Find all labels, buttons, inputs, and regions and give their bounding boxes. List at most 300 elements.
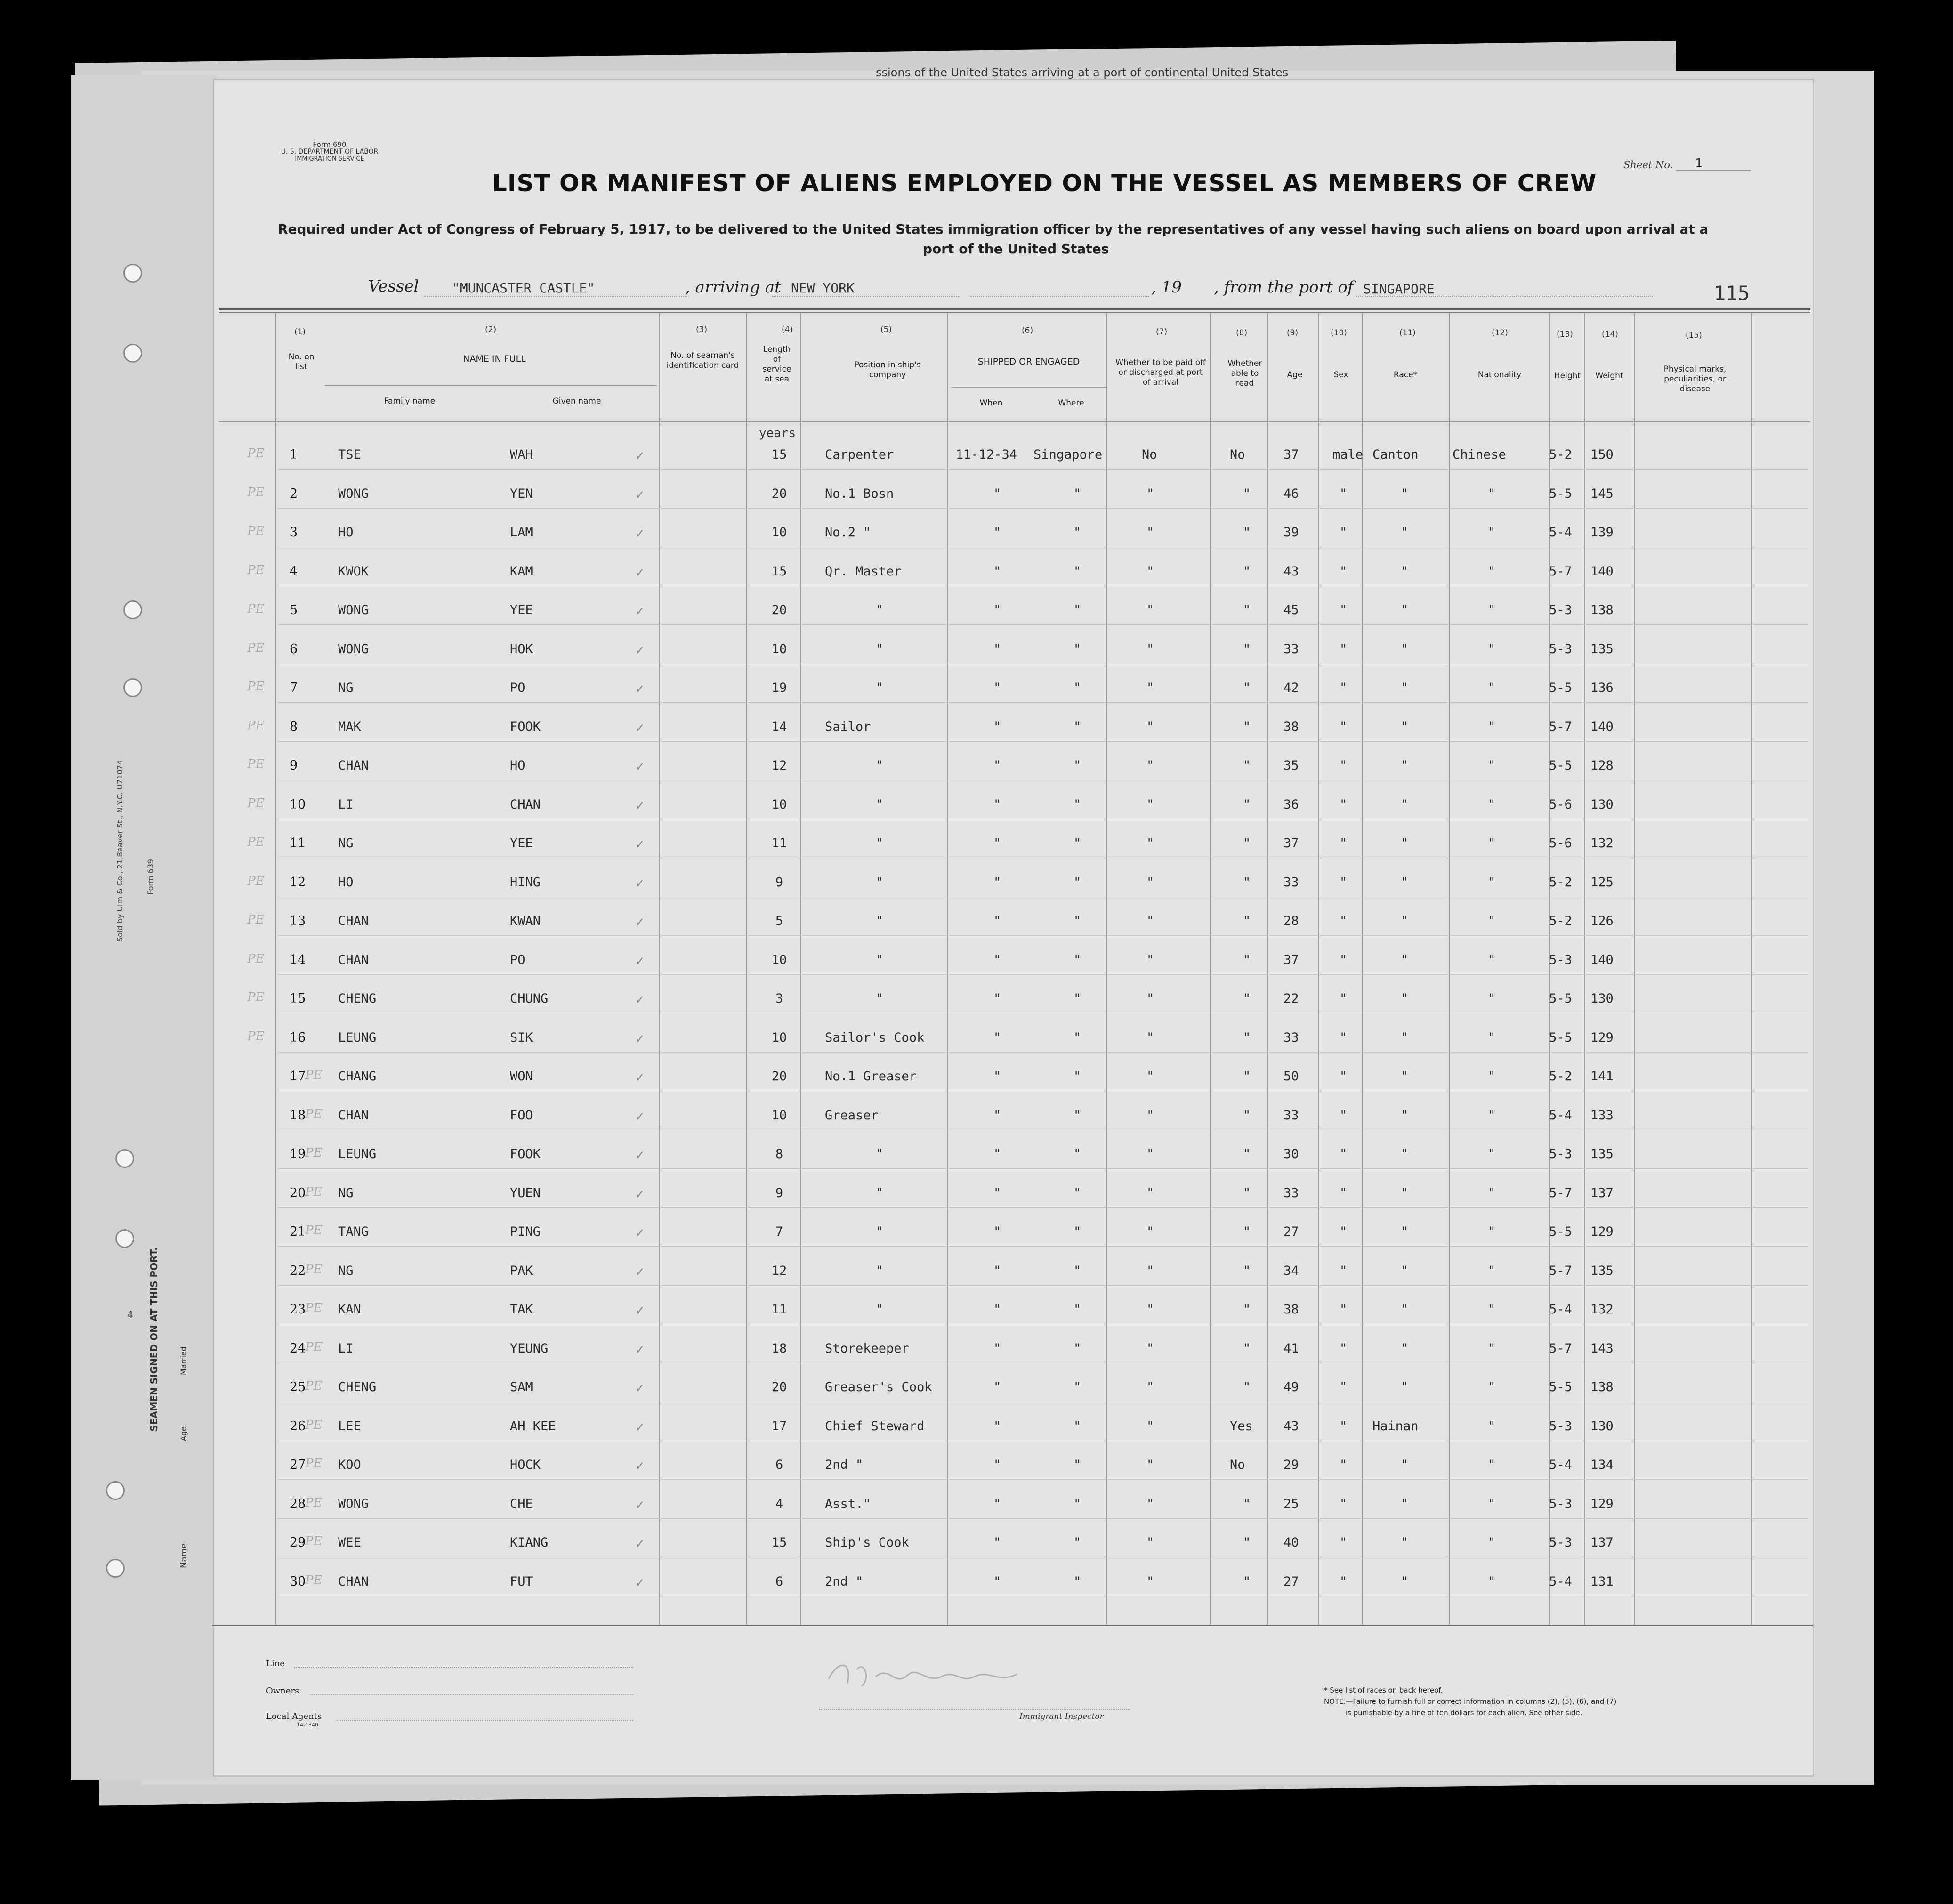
service-years: 20	[771, 603, 787, 617]
paid-off: "	[1146, 681, 1154, 695]
paid-off: "	[1146, 1108, 1154, 1123]
position: "	[876, 603, 884, 617]
nationality: "	[1488, 603, 1496, 617]
seamen-signed-label: SEAMEN SIGNED ON AT THIS PORT.	[148, 1247, 160, 1432]
department: U. S. DEPARTMENT OF LABOR	[281, 148, 379, 155]
paid-off: "	[1146, 1069, 1154, 1084]
weight: 130	[1590, 797, 1614, 812]
height: 5-5	[1549, 1380, 1572, 1394]
able-to-read: No	[1230, 447, 1245, 462]
shipped-when: "	[993, 1147, 1001, 1161]
col-rule	[1106, 313, 1107, 1625]
service-years: 10	[771, 1108, 787, 1123]
col-header-weight: Weight	[1595, 371, 1623, 381]
able-to-read: "	[1243, 991, 1251, 1006]
position: 2nd "	[825, 1458, 864, 1472]
given-name: YEE	[510, 603, 533, 617]
col-header-where: Where	[1058, 398, 1084, 408]
race: "	[1401, 1147, 1409, 1161]
stamp-number: 115	[1714, 282, 1750, 305]
service-years: 6	[775, 1458, 783, 1472]
nationality: "	[1488, 525, 1496, 540]
shipped-where: "	[1073, 1535, 1081, 1550]
family-name: TSE	[338, 447, 361, 462]
able-to-read: "	[1243, 1108, 1251, 1123]
shipped-when: "	[993, 642, 1001, 656]
shipped-where: "	[1073, 1302, 1081, 1317]
able-to-read: "	[1243, 1341, 1251, 1356]
nationality: "	[1488, 642, 1496, 656]
service-years: 10	[771, 797, 787, 812]
row-number: 7	[290, 681, 298, 695]
nationality: "	[1488, 914, 1496, 928]
row-number: 27	[290, 1458, 306, 1472]
position: Asst."	[825, 1497, 871, 1511]
family-name: CHENG	[338, 991, 377, 1006]
height: 5-4	[1549, 1458, 1572, 1472]
position: Carpenter	[825, 447, 894, 462]
given-name: PO	[510, 681, 525, 695]
row-number: 6	[290, 642, 298, 656]
weight: 129	[1590, 1030, 1614, 1045]
printer-credit: Sold by Ulm & Co., 21 Beaver St., N.Y.C. U71074	[115, 760, 124, 942]
side-name-label: Name	[179, 1543, 189, 1568]
able-to-read: "	[1243, 914, 1251, 928]
height: 5-4	[1549, 1302, 1572, 1317]
examined-mark: PE	[247, 913, 265, 927]
given-name: LAM	[510, 525, 533, 540]
vessel-underline	[424, 296, 687, 297]
position: Sailor	[825, 720, 871, 734]
check-icon: ✓	[635, 1188, 645, 1202]
race: "	[1401, 1535, 1409, 1550]
check-icon: ✓	[635, 760, 645, 774]
sex: "	[1340, 953, 1348, 967]
row-number: 29	[290, 1535, 306, 1550]
race: "	[1401, 603, 1409, 617]
years-label: years	[759, 426, 796, 440]
shipped-where: "	[1073, 1574, 1081, 1589]
shipped-header-rule	[951, 387, 1106, 388]
weight: 131	[1590, 1574, 1614, 1589]
row-rule	[278, 974, 1808, 975]
row-number: 9	[290, 758, 298, 773]
given-name: CHAN	[510, 797, 541, 812]
family-name: CHAN	[338, 953, 369, 967]
given-name: WAH	[510, 447, 533, 462]
family-name: CHENG	[338, 1380, 377, 1394]
shipped-where: "	[1073, 1030, 1081, 1045]
able-to-read: No	[1230, 1458, 1245, 1472]
row-number: 10	[290, 797, 306, 812]
shipped-when: "	[993, 991, 1001, 1006]
given-name: HING	[510, 875, 541, 890]
sex: "	[1340, 1341, 1348, 1356]
service-years: 7	[775, 1224, 783, 1239]
check-icon: ✓	[635, 916, 645, 930]
able-to-read: "	[1243, 797, 1251, 812]
position: No.2 "	[825, 525, 871, 540]
row-number: 24	[290, 1341, 306, 1356]
shipped-where: "	[1073, 1341, 1081, 1356]
sex: "	[1340, 1264, 1348, 1278]
shipped-when: "	[993, 953, 1001, 967]
nationality: "	[1488, 953, 1496, 967]
family-name: WONG	[338, 603, 369, 617]
family-name: CHAN	[338, 758, 369, 773]
paid-off: "	[1146, 836, 1154, 851]
col-num: (9)	[1287, 328, 1299, 338]
sex: "	[1340, 1030, 1348, 1045]
from-port-label: , from the port of	[1214, 278, 1354, 297]
col-rule	[746, 313, 747, 1625]
nationality: "	[1488, 1302, 1496, 1317]
owners-underline	[311, 1694, 633, 1695]
row-number: 21	[290, 1224, 306, 1239]
race: "	[1401, 1069, 1409, 1084]
service-years: 9	[775, 1186, 783, 1200]
age: 43	[1283, 564, 1299, 579]
sex: "	[1340, 1147, 1348, 1161]
able-to-read: "	[1243, 1147, 1251, 1161]
family-name: WONG	[338, 1497, 369, 1511]
position: "	[876, 836, 884, 851]
row-number: 23	[290, 1302, 306, 1317]
height: 5-6	[1549, 836, 1572, 851]
able-to-read: "	[1243, 875, 1251, 890]
inspector-signature	[819, 1651, 1045, 1702]
col-num: (13)	[1557, 330, 1573, 339]
paid-off: "	[1146, 486, 1154, 501]
position: Greaser's Cook	[825, 1380, 932, 1394]
form-title: LIST OR MANIFEST OF ALIENS EMPLOYED ON THE VESSEL AS MEMBERS OF CREW	[492, 170, 1597, 197]
examined-mark: PE	[305, 1379, 323, 1393]
col-num: (2)	[485, 325, 497, 334]
able-to-read: "	[1243, 1574, 1251, 1589]
arriving-underline	[772, 296, 960, 297]
able-to-read: Yes	[1230, 1419, 1253, 1434]
service-years: 8	[775, 1147, 783, 1161]
paid-off: "	[1146, 991, 1154, 1006]
examined-mark: PE	[305, 1107, 323, 1121]
line-underline	[294, 1667, 633, 1668]
shipped-when: "	[993, 797, 1001, 812]
left-margin-sheet	[71, 75, 217, 1780]
height: 5-2	[1549, 875, 1572, 890]
col-rule	[659, 313, 660, 1625]
height: 5-5	[1549, 1030, 1572, 1045]
height: 5-7	[1549, 1264, 1572, 1278]
examined-mark: PE	[247, 641, 265, 655]
row-number: 12	[290, 875, 306, 890]
row-number: 4	[290, 564, 298, 579]
nationality: "	[1488, 1186, 1496, 1200]
height: 5-2	[1549, 1069, 1572, 1084]
position: "	[876, 797, 884, 812]
height: 5-7	[1549, 564, 1572, 579]
paid-off: "	[1146, 1030, 1154, 1045]
paid-off: "	[1146, 1497, 1154, 1511]
examined-mark: PE	[305, 1534, 323, 1548]
arriving-label: , arriving at	[685, 278, 781, 297]
nationality: "	[1488, 681, 1496, 695]
examined-mark: PE	[247, 952, 265, 966]
shipped-when: "	[993, 525, 1001, 540]
shipped-where: "	[1073, 1108, 1081, 1123]
sex: "	[1340, 914, 1348, 928]
nationality: "	[1488, 564, 1496, 579]
race: "	[1401, 1302, 1409, 1317]
nationality: "	[1488, 1147, 1496, 1161]
shipped-when: "	[993, 1069, 1001, 1084]
weight: 145	[1590, 486, 1614, 501]
binder-hole	[115, 1149, 134, 1168]
check-icon: ✓	[635, 1343, 645, 1357]
col-num: (4)	[782, 325, 793, 334]
sex: "	[1340, 991, 1348, 1006]
check-icon: ✓	[635, 1421, 645, 1435]
shipped-when: "	[993, 1380, 1001, 1394]
weight: 140	[1590, 720, 1614, 734]
row-number: 16	[290, 1030, 306, 1045]
weight: 137	[1590, 1186, 1614, 1200]
form-id: Form 690	[313, 140, 347, 149]
weight: 125	[1590, 875, 1614, 890]
service-years: 11	[771, 836, 787, 851]
inspector-underline	[819, 1709, 1130, 1710]
weight: 133	[1590, 1108, 1614, 1123]
height: 5-3	[1549, 953, 1572, 967]
col-rule	[275, 313, 276, 1625]
given-name: WON	[510, 1069, 533, 1084]
nationality: "	[1488, 1108, 1496, 1123]
shipped-when: "	[993, 1302, 1001, 1317]
col-header-sex: Sex	[1333, 370, 1348, 380]
given-name: HOCK	[510, 1458, 541, 1472]
shipped-when: "	[993, 681, 1001, 695]
race: "	[1401, 525, 1409, 540]
given-name: HOK	[510, 642, 533, 656]
shipped-when: "	[993, 1497, 1001, 1511]
nationality: "	[1488, 1341, 1496, 1356]
position: "	[876, 1147, 884, 1161]
weight: 134	[1590, 1458, 1614, 1472]
height: 5-3	[1549, 1147, 1572, 1161]
family-name: WEE	[338, 1535, 361, 1550]
race: "	[1401, 991, 1409, 1006]
row-number: 14	[290, 953, 306, 967]
race: "	[1401, 1497, 1409, 1511]
line-label: Line	[266, 1659, 285, 1669]
age: 33	[1283, 1186, 1299, 1200]
shipped-where: "	[1073, 1497, 1081, 1511]
family-name: CHAN	[338, 1108, 369, 1123]
shipped-where: "	[1073, 720, 1081, 734]
service-years: 12	[771, 1264, 787, 1278]
paid-off: "	[1146, 1341, 1154, 1356]
height: 5-5	[1549, 486, 1572, 501]
nationality: "	[1488, 1264, 1496, 1278]
check-icon: ✓	[635, 1499, 645, 1513]
service-years: 14	[771, 720, 787, 734]
family-name: LEE	[338, 1419, 361, 1434]
agents-underline	[337, 1720, 633, 1721]
row-rule	[278, 702, 1808, 703]
race: Hainan	[1372, 1419, 1419, 1434]
shipped-where: "	[1073, 525, 1081, 540]
nationality: "	[1488, 1224, 1496, 1239]
nationality: Chinese	[1453, 447, 1506, 462]
sex: male	[1332, 447, 1364, 462]
paid-off: "	[1146, 1535, 1154, 1550]
shipped-where: "	[1073, 953, 1081, 967]
examined-mark: PE	[247, 796, 265, 810]
shipped-when: "	[993, 1419, 1001, 1434]
given-name: HO	[510, 758, 525, 773]
check-icon: ✓	[635, 1032, 645, 1046]
age: 49	[1283, 1380, 1299, 1394]
check-icon: ✓	[635, 993, 645, 1007]
age: 35	[1283, 758, 1299, 773]
shipped-where: "	[1073, 875, 1081, 890]
row-number: 13	[290, 914, 306, 928]
sex: "	[1340, 836, 1348, 851]
sex: "	[1340, 1108, 1348, 1123]
binder-hole	[106, 1481, 125, 1500]
binder-hole	[115, 1229, 134, 1248]
given-name: TAK	[510, 1302, 533, 1317]
race: Canton	[1372, 447, 1419, 462]
shipped-when: "	[993, 603, 1001, 617]
height: 5-3	[1549, 1419, 1572, 1434]
sex: "	[1340, 642, 1348, 656]
given-name: CHE	[510, 1497, 533, 1511]
nationality: "	[1488, 1030, 1496, 1045]
col-header-age: Age	[1287, 370, 1303, 380]
given-name: FOOK	[510, 1147, 541, 1161]
height: 5-2	[1549, 914, 1572, 928]
sheet-number: 1	[1695, 156, 1703, 170]
race: "	[1401, 1224, 1409, 1239]
age: 34	[1283, 1264, 1299, 1278]
col-header-race: Race*	[1393, 370, 1418, 380]
examined-mark: PE	[247, 874, 265, 888]
service-years: 10	[771, 1030, 787, 1045]
examined-mark: PE	[247, 835, 265, 849]
paid-off: "	[1146, 642, 1154, 656]
row-number: 18	[290, 1108, 306, 1123]
service-years: 15	[771, 447, 787, 462]
col-rule	[1362, 313, 1363, 1625]
paid-off: "	[1146, 1186, 1154, 1200]
check-icon: ✓	[635, 566, 645, 580]
height: 5-7	[1549, 720, 1572, 734]
family-name: HO	[338, 525, 354, 540]
position: 2nd "	[825, 1574, 864, 1589]
shipped-where: "	[1073, 797, 1081, 812]
sex: "	[1340, 564, 1348, 579]
service-years: 6	[775, 1574, 783, 1589]
row-number: 5	[290, 603, 298, 617]
paid-off: "	[1146, 914, 1154, 928]
height: 5-3	[1549, 1535, 1572, 1550]
sheet-label: Sheet No.	[1623, 159, 1673, 170]
weight: 130	[1590, 991, 1614, 1006]
position: "	[876, 681, 884, 695]
binder-hole	[123, 678, 142, 697]
age: 39	[1283, 525, 1299, 540]
shipped-when: "	[993, 720, 1001, 734]
shipped-when: "	[993, 1458, 1001, 1472]
check-icon: ✓	[635, 527, 645, 541]
age: 40	[1283, 1535, 1299, 1550]
check-icon: ✓	[635, 877, 645, 891]
side-age-label: Age	[179, 1426, 188, 1441]
family-name: CHAN	[338, 914, 369, 928]
race: "	[1401, 875, 1409, 890]
service-years: 10	[771, 642, 787, 656]
family-name: LI	[338, 1341, 354, 1356]
position: "	[876, 875, 884, 890]
position: Greaser	[825, 1108, 879, 1123]
name-header-rule	[325, 385, 657, 386]
weight: 136	[1590, 681, 1614, 695]
race: "	[1401, 1186, 1409, 1200]
side-form-number: Form 639	[146, 859, 155, 895]
col-header-family: Family name	[384, 397, 436, 406]
race: "	[1401, 914, 1409, 928]
vessel-label: Vessel	[368, 277, 419, 296]
sheet-number-line	[1676, 170, 1751, 171]
age: 46	[1283, 486, 1299, 501]
row-number: 20	[290, 1186, 306, 1200]
race: "	[1401, 953, 1409, 967]
given-name: YEN	[510, 486, 533, 501]
able-to-read: "	[1243, 1224, 1251, 1239]
family-name: NG	[338, 836, 354, 851]
examined-mark: PE	[305, 1457, 323, 1471]
family-name: WONG	[338, 486, 369, 501]
able-to-read: "	[1243, 1186, 1251, 1200]
paid-off: "	[1146, 564, 1154, 579]
race: "	[1401, 797, 1409, 812]
check-icon: ✓	[635, 1382, 645, 1396]
examined-mark: PE	[305, 1263, 323, 1277]
col-header-service: Length of service at sea	[762, 345, 791, 384]
shipped-where: "	[1073, 1380, 1081, 1394]
check-icon: ✓	[635, 1576, 645, 1590]
col-num: (1)	[294, 327, 306, 337]
position: Storekeeper	[825, 1341, 909, 1356]
col-header-nationality: Nationality	[1477, 370, 1522, 380]
from-port-underline	[1356, 296, 1653, 297]
check-icon: ✓	[635, 605, 645, 619]
weight: 137	[1590, 1535, 1614, 1550]
shipped-where: "	[1073, 564, 1081, 579]
race: "	[1401, 836, 1409, 851]
weight: 150	[1590, 447, 1614, 462]
weight: 143	[1590, 1341, 1614, 1356]
given-name: FOOK	[510, 720, 541, 734]
shipped-when: "	[993, 486, 1001, 501]
able-to-read: "	[1243, 1535, 1251, 1550]
year-label: , 19	[1151, 278, 1182, 297]
able-to-read: "	[1243, 1069, 1251, 1084]
col-header-physical: Physical marks, peculiarities, or disease	[1663, 365, 1727, 394]
able-to-read: "	[1243, 1380, 1251, 1394]
col-num: (10)	[1331, 328, 1347, 338]
examined-mark: PE	[247, 680, 265, 694]
